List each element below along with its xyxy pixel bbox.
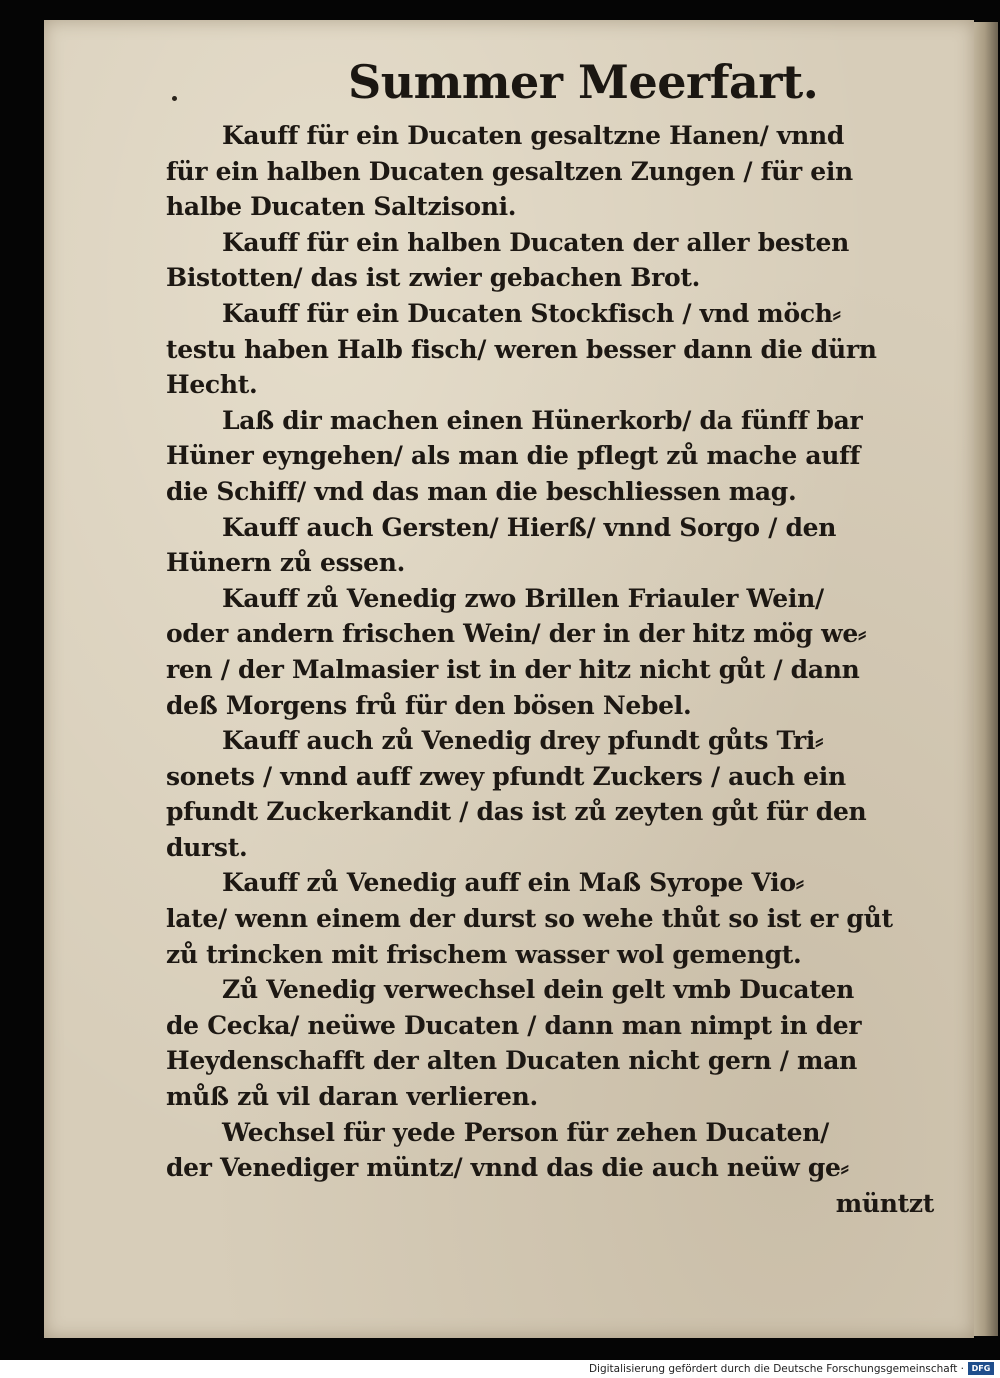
text-line: Hünern zů essen. bbox=[166, 548, 406, 578]
text-line: Zů Venedig verwechsel dein gelt vmb Ducaten bbox=[222, 975, 855, 1005]
funding-credit: Digitalisierung gefördert durch die Deutsche Forschungsgemeinschaft · bbox=[588, 1363, 964, 1375]
text-line: ren / der Malmasier ist in der hitz nicht gůt / dann bbox=[166, 654, 860, 684]
body-text bbox=[166, 118, 936, 1221]
text-line: Kauff für ein Ducaten gesaltzne Hanen/ vnnd bbox=[222, 121, 845, 150]
text-line: pfundt Zuckerkandit / das ist zů zeyten gůt für den bbox=[166, 797, 867, 827]
text-line: můß zů vil daran verlieren. bbox=[166, 1082, 538, 1112]
running-head: Summer Meerfart. bbox=[348, 55, 819, 109]
text-line: de Cecka/ neüwe Ducaten / dann man nimpt in der bbox=[166, 1010, 862, 1040]
text-line: deß Morgens frů für den bösen Nebel. bbox=[166, 690, 692, 720]
text-line: Kauff für ein Ducaten Stockfisch / vnd möch⸗ bbox=[222, 298, 841, 328]
text-line: late/ wenn einem der durst so wehe thůt so ist er gůt bbox=[166, 904, 893, 934]
dfg-logo-icon: DFG bbox=[968, 1362, 994, 1375]
text-line: Hüner eyngehen/ als man die pflegt zů mache auff bbox=[166, 441, 861, 471]
text-line: Kauff zů Venedig zwo Brillen Friauler Wein/ bbox=[222, 583, 824, 613]
text-line: für ein halben Ducaten gesaltzen Zungen / für ein bbox=[166, 156, 853, 186]
text-line: Laß dir machen einen Hünerkorb/ da fünff bar bbox=[222, 405, 863, 435]
text-line: Kauff auch Gersten/ Hierß/ vnnd Sorgo / den bbox=[222, 512, 837, 542]
text-line: Bistotten/ das ist zwier gebachen Brot. bbox=[166, 263, 700, 293]
text-line: halbe Ducaten Saltzisoni. bbox=[166, 192, 517, 222]
text-line: Kauff für ein halben Ducaten der aller besten bbox=[222, 227, 849, 257]
text-line: oder andern frischen Wein/ der in der hitz mög we⸗ bbox=[166, 619, 866, 649]
ink-mark bbox=[172, 96, 177, 101]
text-line: zů trincken mit frischem wasser wol gemengt. bbox=[166, 939, 802, 969]
catchword: müntzt bbox=[835, 1188, 934, 1218]
text-line: Kauff auch zů Venedig drey pfundt gůts Tri⸗ bbox=[222, 726, 824, 756]
text-line: Wechsel für yede Person für zehen Ducaten/ bbox=[222, 1117, 829, 1147]
text-line: sonets / vnnd auff zwey pfundt Zuckers / auch ein bbox=[166, 761, 846, 791]
text-line: Hecht. bbox=[166, 370, 258, 400]
text-line: Kauff zů Venedig auff ein Maß Syrope Vio⸗ bbox=[222, 868, 804, 898]
page-edge bbox=[974, 22, 998, 1336]
text-line: testu haben Halb fisch/ weren besser dann die dürn bbox=[166, 334, 877, 364]
text-line: der Venediger müntz/ vnnd das die auch neüw ge⸗ bbox=[166, 1153, 849, 1183]
text-line: durst. bbox=[166, 832, 248, 862]
text-line: die Schiff/ vnd das man die beschliessen mag. bbox=[166, 476, 797, 506]
text-line: Heydenschafft der alten Ducaten nicht gern / man bbox=[166, 1046, 857, 1076]
footer-bar bbox=[0, 1360, 1000, 1378]
